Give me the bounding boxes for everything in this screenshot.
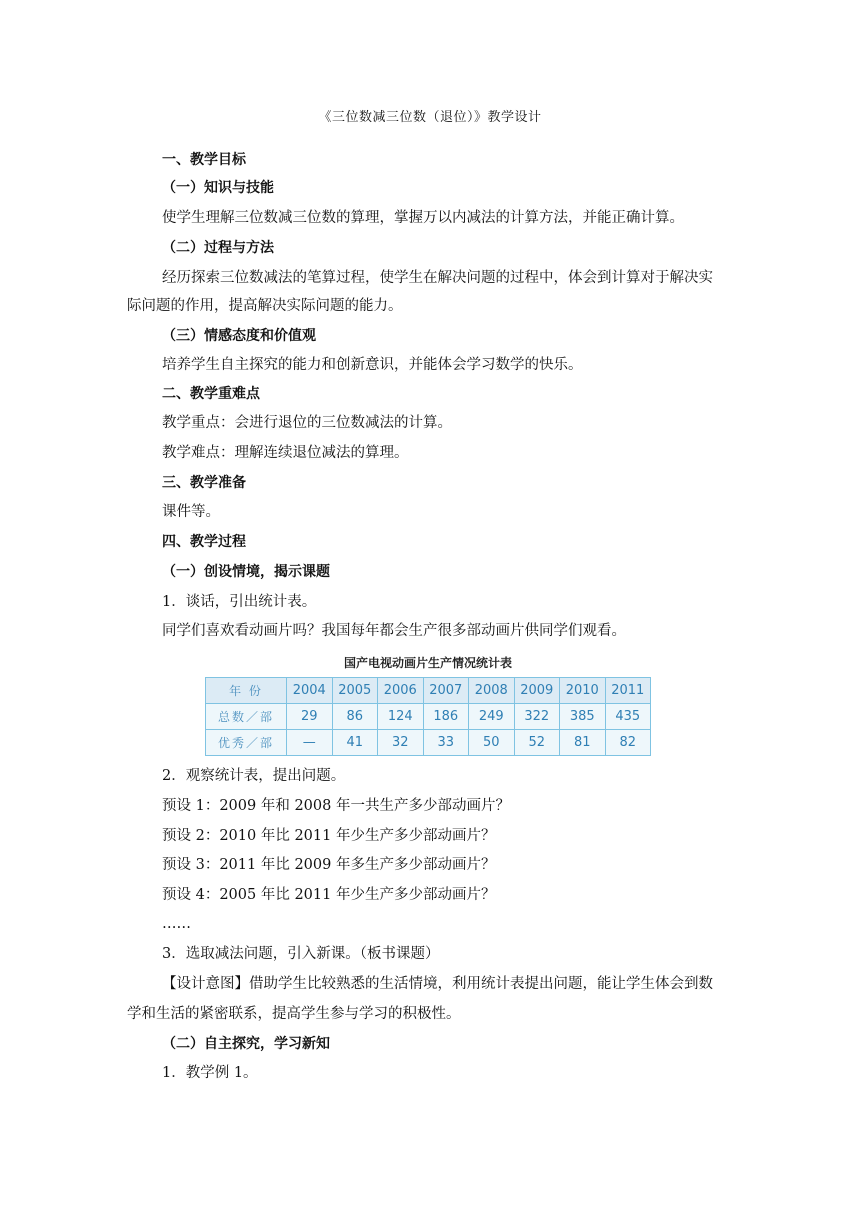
example-1: 1．教学例 1。 <box>162 1065 258 1081</box>
difficult-point: 教学难点：理解连续退位减法的算理。 <box>162 445 409 461</box>
step-3: 3．选取减法问题，引入新课。（板书课题） <box>162 946 440 962</box>
subheading-situation: （一）创设情境，揭示课题 <box>162 564 330 580</box>
total-cell: 322 <box>514 704 560 730</box>
section-heading-keypoints: 二、教学重难点 <box>162 386 260 402</box>
question-4: 预设 4：2005 年比 2011 年少生产多少部动画片？ <box>162 887 496 903</box>
total-cell: 249 <box>469 704 515 730</box>
preparation-text: 课件等。 <box>162 504 220 520</box>
good-cell: — <box>287 730 333 756</box>
year-cell: 2010 <box>560 678 606 704</box>
section-heading-process: 四、教学过程 <box>162 534 246 550</box>
table-row-total <box>206 704 651 730</box>
good-cell: 81 <box>560 730 606 756</box>
year-cell: 2006 <box>378 678 424 704</box>
subheading-knowledge: （一）知识与技能 <box>162 180 274 196</box>
year-cell: 2005 <box>332 678 378 704</box>
year-cell: 2004 <box>287 678 333 704</box>
row-label-year: 年 份 <box>206 678 287 704</box>
talk-text: 同学们喜欢看动画片吗？我国每年都会生产很多部动画片供同学们观看。 <box>162 623 626 639</box>
subheading-attitude: （三）情感态度和价值观 <box>162 328 316 344</box>
total-cell: 124 <box>378 704 424 730</box>
question-2: 预设 2：2010 年比 2011 年少生产多少部动画片？ <box>162 828 496 844</box>
subheading-process: （二）过程与方法 <box>162 240 274 256</box>
section-heading-objectives: 一、教学目标 <box>162 152 246 168</box>
total-cell: 29 <box>287 704 333 730</box>
paragraph-attitude: 培养学生自主探究的能力和创新意识，并能体会学习数学的快乐。 <box>162 357 583 373</box>
table-row-year <box>206 678 651 704</box>
paragraph-process-line2: 际问题的作用，提高解决实际问题的能力。 <box>127 298 403 314</box>
year-cell: 2011 <box>605 678 651 704</box>
good-cell: 52 <box>514 730 560 756</box>
step-2: 2．观察统计表，提出问题。 <box>162 768 346 784</box>
table-row-good <box>206 730 651 756</box>
question-1: 预设 1：2009 年和 2008 年一共生产多少部动画片？ <box>162 798 510 814</box>
good-cell: 32 <box>378 730 424 756</box>
year-cell: 2008 <box>469 678 515 704</box>
step-1: 1．谈话，引出统计表。 <box>162 594 317 610</box>
key-point: 教学重点：会进行退位的三位数减法的计算。 <box>162 415 452 431</box>
question-3: 预设 3：2011 年比 2009 年多生产多少部动画片？ <box>162 857 496 873</box>
good-cell: 33 <box>423 730 469 756</box>
section-heading-preparation: 三、教学准备 <box>162 475 246 491</box>
design-intent-line2: 学和生活的紧密联系，提高学生参与学习的积极性。 <box>127 1006 461 1022</box>
statistics-table-figure <box>205 654 651 756</box>
paragraph-knowledge: 使学生理解三位数减三位数的算理，掌握万以内减法的计算方法，并能正确计算。 <box>162 210 684 226</box>
good-cell: 82 <box>605 730 651 756</box>
total-cell: 86 <box>332 704 378 730</box>
total-cell: 186 <box>423 704 469 730</box>
good-cell: 50 <box>469 730 515 756</box>
ellipsis: …… <box>162 916 191 932</box>
total-cell: 385 <box>560 704 606 730</box>
row-label-total: 总数／部 <box>206 704 287 730</box>
total-cell: 435 <box>605 704 651 730</box>
statistics-table <box>205 677 651 756</box>
table-caption: 国产电视动画片生产情况统计表 <box>343 656 512 670</box>
year-cell: 2009 <box>514 678 560 704</box>
design-intent-line1: 【设计意图】借助学生比较熟悉的生活情境，利用统计表提出问题，能让学生体会到数 <box>162 976 713 992</box>
document-title: 《三位数减三位数（退位）》教学设计 <box>318 110 542 125</box>
subheading-explore: （二）自主探究，学习新知 <box>162 1036 330 1052</box>
good-cell: 41 <box>332 730 378 756</box>
row-label-good: 优秀／部 <box>206 730 287 756</box>
paragraph-process-line1: 经历探索三位数减法的笔算过程，使学生在解决问题的过程中，体会到计算对于解决实 <box>162 270 713 286</box>
year-cell: 2007 <box>423 678 469 704</box>
